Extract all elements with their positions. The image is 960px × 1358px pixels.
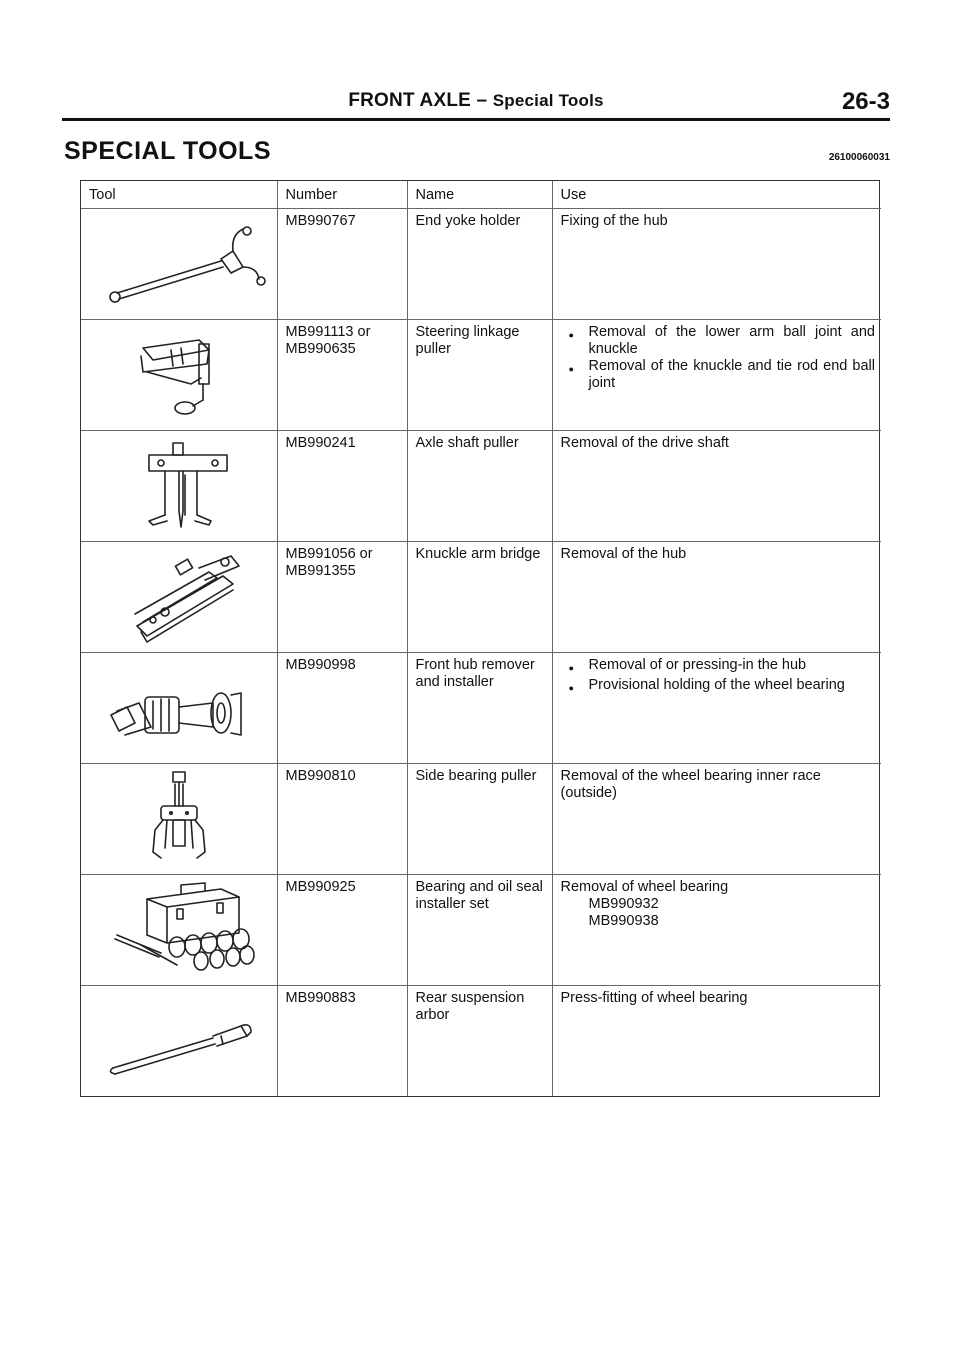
tool-use: Removal of the wheel bearing inner race <box>560 767 821 784</box>
tool-use-cell <box>552 874 881 985</box>
header-dash: – <box>471 90 493 111</box>
tool-name-cell <box>407 985 552 1096</box>
tool-number: MB991056 or <box>285 545 373 562</box>
tool-name: Steering linkage <box>415 323 520 340</box>
side-bearing-puller-icon <box>81 764 277 874</box>
tool-name-cell <box>407 430 552 541</box>
tool-name: arbor <box>415 1006 450 1023</box>
tool-name: Side bearing puller <box>415 767 537 784</box>
tool-use-bullet-text: Provisional holding of the wheel bearing <box>588 676 845 693</box>
tool-use-cell <box>552 763 881 874</box>
tool-name-cell <box>407 874 552 985</box>
tool-number: MB990810 <box>285 767 356 784</box>
tool-number: MB990998 <box>285 656 356 673</box>
tool-number-cell <box>277 763 407 874</box>
tool-number: MB990767 <box>285 212 356 229</box>
table-row <box>81 652 881 763</box>
table-row <box>81 430 881 541</box>
tool-cell <box>81 874 277 985</box>
tool-use-bullet-text: Removal of or pressing-in the hub <box>588 656 807 673</box>
tool-number-cell <box>277 652 407 763</box>
knuckle-arm-bridge-icon <box>81 542 277 652</box>
bullet-icon: ● <box>568 662 574 673</box>
tool-use-bullet <box>561 657 876 677</box>
document-code: 26100060031 <box>828 152 890 163</box>
tool-cell <box>81 430 277 541</box>
tool-number: MB991355 <box>285 562 356 579</box>
tool-number: MB990925 <box>285 878 356 895</box>
table-row <box>81 763 881 874</box>
tool-cell <box>81 319 277 430</box>
header-title <box>62 90 890 112</box>
tool-name: Axle shaft puller <box>415 434 519 451</box>
tool-number-cell <box>277 541 407 652</box>
tool-use-bullet <box>561 677 876 697</box>
section-title: SPECIAL TOOLS <box>64 137 272 165</box>
header-title-main: FRONT AXLE <box>348 90 471 111</box>
tool-use-cell <box>552 430 881 541</box>
tool-use-part-number: MB990938 <box>588 912 659 929</box>
page-number: 26-3 <box>841 88 890 115</box>
tool-number: MB990883 <box>285 989 356 1006</box>
tool-number-cell <box>277 430 407 541</box>
tool-use: Removal of wheel bearing <box>560 878 729 895</box>
tool-number-cell <box>277 319 407 430</box>
tool-name-cell <box>407 763 552 874</box>
tool-number-cell <box>277 985 407 1096</box>
tool-use: Press-fitting of wheel bearing <box>560 989 748 1006</box>
tool-name-cell <box>407 652 552 763</box>
front-hub-remover-icon <box>81 653 277 763</box>
tool-cell <box>81 652 277 763</box>
tool-use-cell <box>552 208 881 319</box>
tool-use-cell <box>552 652 881 763</box>
header-rule <box>62 118 890 121</box>
column-header-name: Name <box>407 181 552 208</box>
tool-use: Removal of the drive shaft <box>560 434 729 451</box>
tool-number: MB991113 or <box>285 323 371 340</box>
tool-name: Knuckle arm bridge <box>415 545 541 562</box>
column-header-number: Number <box>277 181 407 208</box>
column-header-tool: Tool <box>81 181 277 208</box>
special-tools-table <box>80 180 880 1097</box>
end-yoke-holder-icon <box>81 209 277 319</box>
column-header-use: Use <box>552 181 881 208</box>
tool-number: MB990241 <box>285 434 356 451</box>
tool-name: End yoke holder <box>415 212 521 229</box>
tool-number-cell <box>277 208 407 319</box>
page-header <box>62 88 890 122</box>
table-row <box>81 319 881 430</box>
tool-use-part-number: MB990932 <box>588 895 659 912</box>
tool-name-cell <box>407 208 552 319</box>
tool-use: Removal of the hub <box>560 545 687 562</box>
table-row <box>81 874 881 985</box>
tool-name: puller <box>415 340 451 357</box>
steering-linkage-puller-icon <box>81 320 277 430</box>
axle-shaft-puller-icon <box>81 431 277 541</box>
table-row <box>81 541 881 652</box>
bullet-icon: ● <box>568 363 574 374</box>
tool-use-bullet <box>561 358 876 392</box>
tool-use-cell <box>552 985 881 1096</box>
tool-name: Front hub remover <box>415 656 535 673</box>
tool-use-bullet <box>561 324 876 358</box>
tool-number: MB990635 <box>285 340 356 357</box>
tool-name-cell <box>407 541 552 652</box>
tool-name-cell <box>407 319 552 430</box>
tool-cell <box>81 985 277 1096</box>
tool-cell <box>81 763 277 874</box>
suspension-arbor-icon <box>81 986 277 1096</box>
table-row <box>81 985 881 1096</box>
table-header-row <box>81 181 881 208</box>
tool-use: (outside) <box>560 784 617 801</box>
tool-use-cell <box>552 319 881 430</box>
tool-cell <box>81 541 277 652</box>
bearing-installer-set-icon <box>81 875 277 985</box>
tool-number-cell <box>277 874 407 985</box>
tool-name: installer set <box>415 895 489 912</box>
header-subtitle: Special Tools <box>492 91 604 110</box>
tool-use: Fixing of the hub <box>560 212 668 229</box>
tool-cell <box>81 208 277 319</box>
tool-use-cell <box>552 541 881 652</box>
bullet-icon: ● <box>568 682 574 693</box>
tool-use-bullet-text: Removal of the lower arm ball joint and knuckle <box>588 323 875 357</box>
tool-use-bullet-text: Removal of the knuckle and tie rod end ball joint <box>588 357 875 391</box>
tool-name: and installer <box>415 673 494 690</box>
table-row <box>81 208 881 319</box>
tool-name: Rear suspension <box>415 989 525 1006</box>
bullet-icon: ● <box>568 329 574 340</box>
tool-name: Bearing and oil seal <box>415 878 543 895</box>
